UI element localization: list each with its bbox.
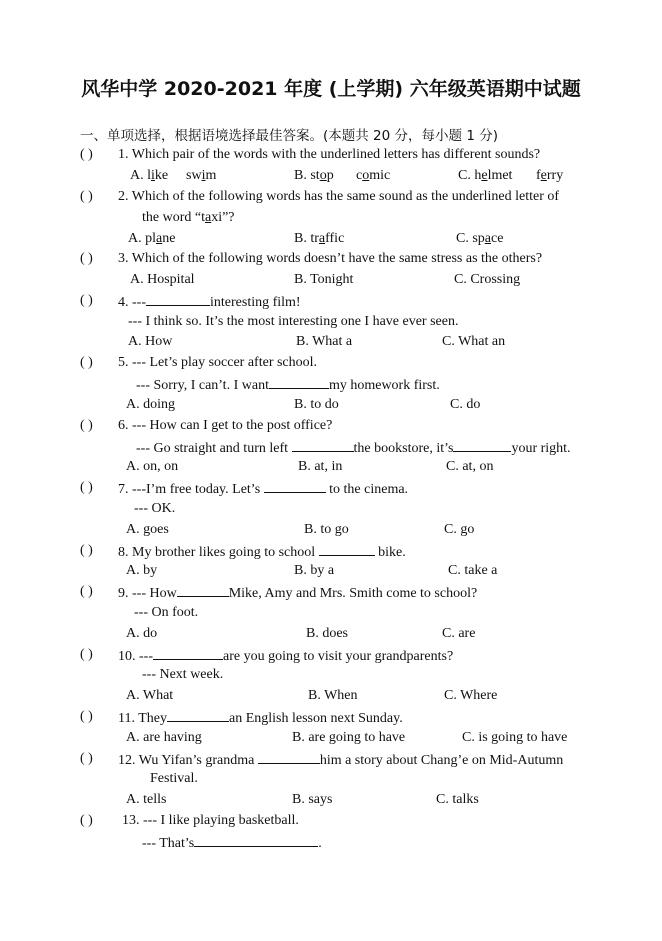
question-2-continued: the word “taxi”? (142, 210, 235, 225)
option-c: C. at, on (446, 459, 494, 474)
option-a: A. by (126, 563, 158, 578)
option-a: A. on, on (126, 459, 179, 474)
answer-paren: ( ) (80, 293, 93, 308)
answer-paren: ( ) (80, 418, 93, 433)
answer-paren: ( ) (80, 480, 93, 495)
option-c: C. Crossing (454, 272, 521, 287)
option-b-word2: comic (356, 168, 391, 183)
option-b: B. does (306, 626, 348, 641)
answer-blank (194, 833, 318, 847)
answer-blank (292, 438, 354, 452)
option-a: A. How (128, 334, 173, 349)
option-b: B. to do (294, 397, 339, 412)
option-b: B. says (292, 792, 333, 807)
question-text: Which pair of the words with the underlined letters has different sounds? (131, 147, 541, 162)
option-c: C. go (444, 522, 475, 537)
option-c-word2: ferry (536, 168, 564, 183)
question-number: 13. (122, 813, 140, 828)
page-title: 风华中学 2020-2021 年度 (上学期) 六年级英语期中试题 (81, 78, 581, 100)
question-number: 5. (118, 355, 129, 370)
option-a: A. Hospital (130, 272, 195, 287)
question-number: 1. (118, 147, 129, 162)
option-b: B. Tonight (294, 272, 354, 287)
option-c: C. do (450, 397, 481, 412)
answer-blank (146, 292, 210, 306)
question-number: 9. (118, 586, 129, 601)
option-a: A. goes (126, 522, 169, 537)
question-text: Which of the following words has the same sound as the underlined letter of (131, 189, 560, 204)
answer-paren: ( ) (80, 647, 93, 662)
option-a: A. like (130, 168, 169, 183)
question-text: Which of the following words doesn’t have the same stress as the others? (131, 251, 543, 266)
option-a: A. doing (126, 397, 175, 412)
reply-5: --- Sorry, I can’t. I want my homework first. (136, 375, 440, 395)
option-b: B. stop (294, 168, 334, 183)
question-number: 2. (118, 189, 129, 204)
answer-blank (258, 750, 320, 764)
option-c: C. helmet (458, 168, 513, 183)
option-c: C. Where (444, 688, 498, 703)
answer-paren: ( ) (80, 709, 93, 724)
answer-paren: ( ) (80, 147, 93, 162)
answer-blank (167, 708, 229, 722)
option-a: A. tells (126, 792, 167, 807)
question-number: 7. (118, 482, 129, 497)
answer-paren: ( ) (80, 251, 93, 266)
question-number: 12. (118, 753, 136, 768)
option-c: C. talks (436, 792, 479, 807)
reply-13: --- That’s . (142, 833, 322, 853)
option-b: B. What a (296, 334, 353, 349)
answer-paren: ( ) (80, 355, 93, 370)
question-number: 8. (118, 545, 129, 560)
reply-6: --- Go straight and turn left the bookstore, it’s your right. (136, 438, 571, 458)
option-b: B. by a (294, 563, 335, 578)
option-a: A. do (126, 626, 158, 641)
option-a: A. plane (128, 231, 176, 246)
option-a: A. are having (126, 730, 202, 745)
question-12-continued: Festival. (150, 771, 198, 786)
option-c: C. take a (448, 563, 498, 578)
question-number: 6. (118, 418, 129, 433)
option-c: C. are (442, 626, 476, 641)
answer-blank (269, 375, 329, 389)
reply-9: --- On foot. (134, 605, 199, 620)
option-a: A. What (126, 688, 174, 703)
answer-paren: ( ) (80, 751, 93, 766)
answer-blank (264, 479, 326, 493)
option-b: B. at, in (298, 459, 343, 474)
answer-paren: ( ) (80, 813, 93, 828)
section-heading: 一、单项选择，根据语境选择最佳答案。(本题共 20 分，每小题 1 分) (80, 128, 498, 144)
answer-blank (177, 583, 229, 597)
question-number: 11. (118, 711, 135, 726)
answer-blank (153, 646, 223, 660)
option-a-word2: swim (186, 168, 217, 183)
question-number: 3. (118, 251, 129, 266)
option-b: B. When (308, 688, 358, 703)
answer-blank (319, 542, 375, 556)
answer-paren: ( ) (80, 584, 93, 599)
reply-10: --- Next week. (142, 667, 224, 682)
option-b: B. to go (304, 522, 349, 537)
option-c: C. is going to have (462, 730, 568, 745)
question-number: 4. (118, 295, 129, 310)
reply-4: --- I think so. It’s the most interesting one I have ever seen. (128, 314, 459, 329)
option-b: B. traffic (294, 231, 345, 246)
option-c: C. space (456, 231, 504, 246)
reply-7: --- OK. (134, 501, 176, 516)
answer-paren: ( ) (80, 189, 93, 204)
answer-blank (453, 438, 511, 452)
option-c: C. What an (442, 334, 506, 349)
question-number: 10. (118, 649, 136, 664)
option-b: B. are going to have (292, 730, 406, 745)
exam-page: 风华中学 2020-2021 年度 (上学期) 六年级英语期中试题 一、单项选择，根据语境选择最佳答案。(本题共 20 分，每小题 1 分) ( ) 1. Which pair of the words with the underlined letters has different sounds? A. like swim B. stop comic C. helmet ferry ( ) 2. Which of the following words has the same sound as the underlined letter of the word “taxi”? A. plane B. traffic C. space ( ) 3. Which of the following words doesn’t have the same stress as the others? A. Hospital B. Tonight C. Crossing ( ) 4. --- interesting film! --- I think so. It’s the most interesting one I have ever seen. A. How B. What a C. What an ( ) 5. --- Let’s play soccer after school. --- Sorry, I can’t. I want my homework first. A. doing B. to do C. do ( ) 6. --- How can I get to the post office? --- Go straight and turn left the bookstore, it’s your right. A. on, on B. at, in C. at, on ( ) 7. ---I’m free today. Let’s to the cinema. --- OK. A. goes B. to go C. go ( ) 8. My brother likes going to school bike. A. by B. by a C. take a ( ) 9. --- How Mike, Amy and Mrs. Smith come to school? --- On foot. A. do B. does C. are ( ) 10. --- are you going to visit your grandparents? --- Next week. A. What B. When C. Where ( ) 11. They an English lesson next Sunday. A. are having B. are going to have C. is going to have ( ) 12. Wu Yifan’s grandma him a story about Chang’e on Mid-Autumn Festival. A. tells B. says C. talks ( ) 13. --- I like playing basketball. --- That’s . (0, 0, 662, 941)
answer-paren: ( ) (80, 543, 93, 558)
